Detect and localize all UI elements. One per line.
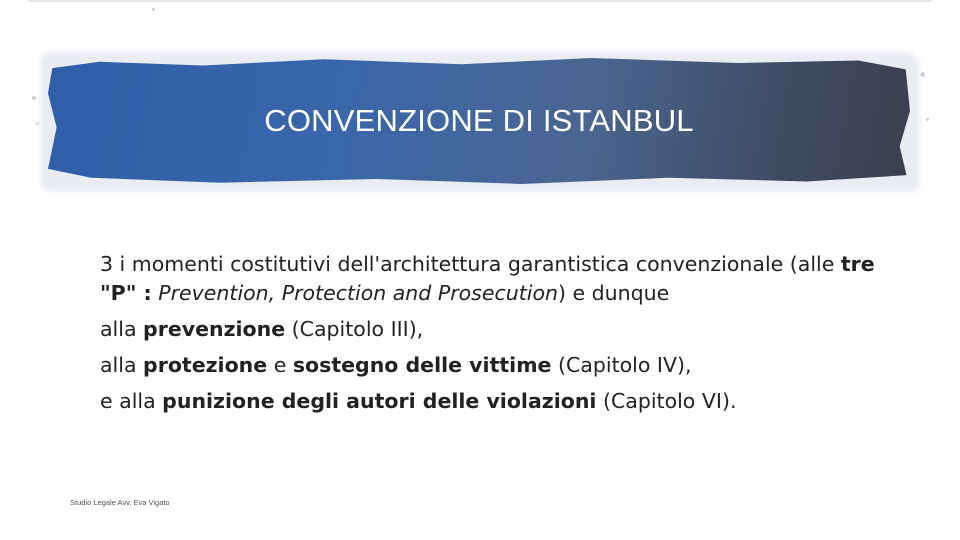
body-paragraph <box>100 315 900 344</box>
body-text: (Capitolo IV), <box>551 353 692 377</box>
body-text: e <box>267 353 293 377</box>
body-text: e alla <box>100 389 163 413</box>
body-text: 3 i momenti costitutivi dell'architettura garantistica convenzionale (alle <box>100 252 841 276</box>
top-rule <box>28 0 932 2</box>
body-text: alla <box>100 353 144 377</box>
slide-body <box>100 250 900 416</box>
decorative-speckle <box>926 118 929 121</box>
bold-text: tre "P" : <box>100 252 875 305</box>
decorative-speckle <box>32 96 36 100</box>
bold-text: protezione <box>143 353 268 377</box>
body-paragraph <box>100 387 900 416</box>
decorative-speckle <box>920 72 925 77</box>
body-paragraph <box>100 351 900 380</box>
body-text: ) e dunque <box>558 281 670 305</box>
decorative-speckle <box>36 122 39 125</box>
body-text: (Capitolo III), <box>285 317 424 341</box>
italic-text: Prevention, Protection and Prosecution <box>158 281 558 305</box>
body-text: (Capitolo VI). <box>596 389 737 413</box>
body-paragraph <box>100 250 900 308</box>
bold-text: prevenzione <box>143 317 286 341</box>
body-text: alla <box>100 317 144 341</box>
slide-footer: Studio Legale Avv. Eva Vigato <box>70 498 170 507</box>
bold-text: sostegno delle vittime <box>292 353 552 377</box>
decorative-speckle <box>152 8 155 11</box>
slide-title: CONVENZIONE DI ISTANBUL <box>264 103 694 138</box>
bold-text: punizione degli autori delle violazioni <box>162 389 597 413</box>
